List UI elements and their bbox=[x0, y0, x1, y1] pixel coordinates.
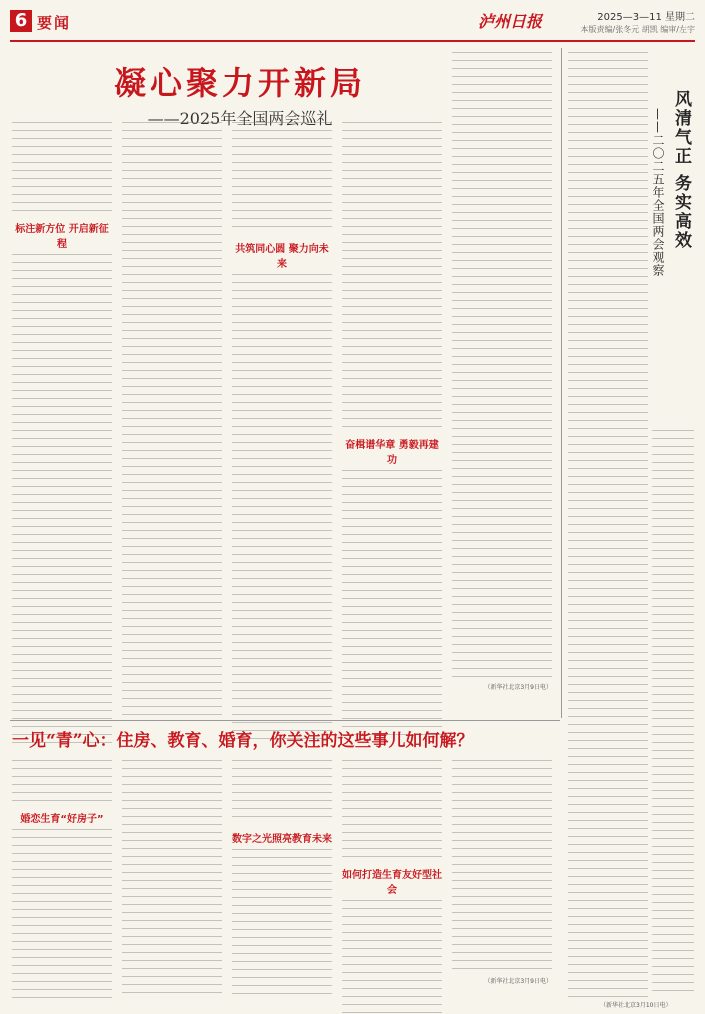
article-subhead-1: 标注新方位 开启新征程 bbox=[15, 224, 109, 250]
bottom-subhead-3: 如何打造生育友好型社会 bbox=[342, 870, 442, 896]
section-divider bbox=[10, 720, 560, 721]
bottom-column-3 bbox=[232, 760, 332, 1000]
main-headline-block bbox=[10, 50, 470, 129]
editor-credits: 本版责编/张冬元 胡凯 编审/左宇 bbox=[580, 25, 695, 34]
right-vertical-title-block bbox=[650, 90, 694, 420]
bottom-subhead-1: 婚恋生育“好房子” bbox=[20, 814, 104, 825]
main-subheadline: ——2025年全国两会巡礼 bbox=[147, 109, 333, 128]
article-column-4 bbox=[342, 122, 442, 717]
bottom-headline: 一见“青”心：住房、教育、婚育，你关注的这些事儿如何解？ bbox=[12, 731, 474, 751]
article-column-1 bbox=[12, 122, 112, 717]
right-article-column bbox=[568, 52, 648, 997]
right-article-column-2 bbox=[652, 430, 694, 995]
article-subhead-2: 共筑同心圆 聚力向未来 bbox=[235, 244, 329, 270]
source-note-3: （新华社北京3月10日电） bbox=[600, 1002, 672, 1009]
right-vertical-subtitle: ——二〇二五年全国两会观察 bbox=[651, 108, 665, 277]
article-subhead-3: 奋楫谱华章 勇毅再建功 bbox=[345, 440, 439, 466]
masthead bbox=[10, 6, 695, 42]
article-column-2 bbox=[122, 122, 222, 717]
page-number: 6 bbox=[10, 10, 32, 32]
right-vertical-title: 风清气正 务实高效 bbox=[671, 90, 691, 250]
bottom-column-5 bbox=[452, 760, 552, 1000]
article-column-3 bbox=[232, 122, 332, 717]
main-headline: 凝心聚力开新局 bbox=[113, 64, 366, 102]
bottom-column-2 bbox=[122, 760, 222, 1000]
column-rule bbox=[561, 48, 562, 718]
bottom-subhead-2: 数字之光照亮教育未来 bbox=[232, 834, 332, 845]
newspaper-logo: 泸州日报 bbox=[478, 12, 543, 31]
bottom-column-1 bbox=[12, 760, 112, 1000]
article-column-5 bbox=[452, 52, 552, 717]
bottom-column-4 bbox=[342, 760, 442, 1000]
issue-date: 2025—3—11 星期二 bbox=[597, 12, 695, 23]
source-note-1: （新华社北京3月9日电） bbox=[484, 684, 552, 691]
source-note-2: （新华社北京3月9日电） bbox=[484, 978, 552, 985]
section-name: 要闻 bbox=[37, 14, 72, 32]
